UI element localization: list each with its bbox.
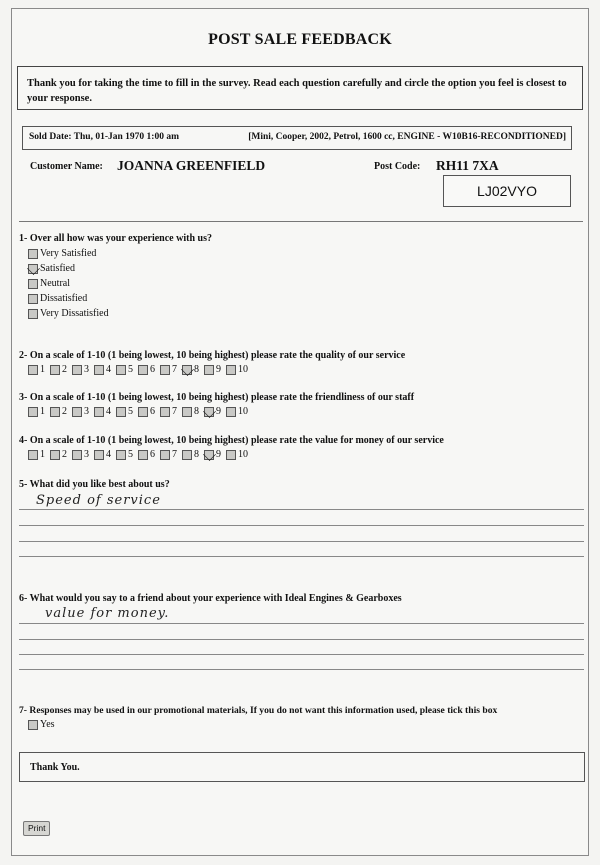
sold-date: Sold Date: Thu, 01-Jan 1970 1:00 am <box>29 132 179 142</box>
checkbox[interactable] <box>138 450 148 460</box>
registration-box <box>443 175 571 207</box>
checkbox[interactable] <box>28 407 38 417</box>
question-1: 1- Over all how was your experience with us? <box>19 233 212 244</box>
answer-line <box>19 654 584 655</box>
question-3: 3- On a scale of 1-10 (1 being lowest, 10 being highest) please rate the friendliness of our staff <box>19 392 415 403</box>
checkbox-checked[interactable] <box>28 264 38 274</box>
checkbox-checked[interactable] <box>182 365 192 375</box>
checkbox[interactable] <box>50 407 60 417</box>
sale-details <box>22 126 572 150</box>
checkbox[interactable] <box>226 450 236 460</box>
q2-scale-option-2[interactable]: 2 <box>50 364 67 375</box>
q2-scale-option-9[interactable]: 9 <box>204 364 221 375</box>
q4-scale-option-5[interactable]: 5 <box>116 449 133 460</box>
q2-scale-option-3[interactable]: 3 <box>72 364 89 375</box>
checkbox[interactable] <box>116 365 126 375</box>
checkbox[interactable] <box>138 365 148 375</box>
answer-line <box>19 556 584 557</box>
checkbox[interactable] <box>160 365 170 375</box>
customer-name-label: Customer Name: <box>30 161 103 172</box>
checkbox[interactable] <box>204 365 214 375</box>
q4-scale-option-10[interactable]: 10 <box>226 449 248 460</box>
checkbox[interactable] <box>72 365 82 375</box>
question-5: 5- What did you like best about us? <box>19 479 170 490</box>
checkbox[interactable] <box>182 450 192 460</box>
q2-scale-option-5[interactable]: 5 <box>116 364 133 375</box>
checkbox[interactable] <box>160 407 170 417</box>
checkbox[interactable] <box>50 450 60 460</box>
checkbox-checked[interactable] <box>204 450 214 460</box>
answer-line <box>19 623 584 624</box>
checkbox[interactable] <box>28 294 38 304</box>
checkbox[interactable] <box>50 365 60 375</box>
q4-scale-option-1[interactable]: 1 <box>28 449 45 460</box>
q7-option-yes[interactable]: Yes <box>28 719 55 730</box>
checkbox-checked[interactable] <box>204 407 214 417</box>
q2-scale-option-8[interactable]: 8 <box>182 364 199 375</box>
q1-option-neutral[interactable]: Neutral <box>28 278 70 289</box>
checkbox[interactable] <box>94 407 104 417</box>
checkbox[interactable] <box>94 450 104 460</box>
q4-scale-option-6[interactable]: 6 <box>138 449 155 460</box>
question-4: 4- On a scale of 1-10 (1 being lowest, 10 being highest) please rate the value for money of our service <box>19 435 444 446</box>
question-2: 2- On a scale of 1-10 (1 being lowest, 10 being highest) please rate the quality of our service <box>19 350 406 361</box>
checkbox[interactable] <box>182 407 192 417</box>
q4-scale-option-9[interactable]: 9 <box>204 449 221 460</box>
q3-scale-option-6[interactable]: 6 <box>138 406 155 417</box>
checkbox[interactable] <box>226 365 236 375</box>
checkbox[interactable] <box>28 450 38 460</box>
answer-line <box>19 639 584 640</box>
checkbox[interactable] <box>116 407 126 417</box>
thanks-text: Thank You. <box>30 762 80 773</box>
intro-box <box>17 66 583 110</box>
postcode: RH11 7XA <box>436 158 499 173</box>
registration: LJ02VYO <box>477 183 537 199</box>
q1-option-satisfied[interactable]: Satisfied <box>28 263 75 274</box>
q2-scale-option-4[interactable]: 4 <box>94 364 111 375</box>
question-7: 7- Responses may be used in our promotional materials, If you do not want this information used, please tick this box <box>19 705 498 716</box>
q3-scale-option-7[interactable]: 7 <box>160 406 177 417</box>
q2-scale <box>28 364 253 375</box>
checkbox[interactable] <box>72 407 82 417</box>
print-button[interactable]: Print <box>23 821 50 836</box>
checkbox[interactable] <box>28 279 38 289</box>
q3-scale-option-4[interactable]: 4 <box>94 406 111 417</box>
question-6: 6- What would you say to a friend about your experience with Ideal Engines & Gearboxes <box>19 593 402 604</box>
q4-scale-option-2[interactable]: 2 <box>50 449 67 460</box>
checkbox[interactable] <box>72 450 82 460</box>
q1-option-dissatisfied[interactable]: Dissatisfied <box>28 293 87 304</box>
customer-name: JOANNA GREENFIELD <box>117 158 266 173</box>
checkbox[interactable] <box>28 309 38 319</box>
q2-scale-option-6[interactable]: 6 <box>138 364 155 375</box>
q4-scale-option-3[interactable]: 3 <box>72 449 89 460</box>
q2-scale-option-10[interactable]: 10 <box>226 364 248 375</box>
q5-handwritten-answer: Speed of service <box>36 493 161 508</box>
q3-scale-option-5[interactable]: 5 <box>116 406 133 417</box>
q1-option-very-satisfied[interactable]: Very Satisfied <box>28 248 96 259</box>
checkbox[interactable] <box>160 450 170 460</box>
divider <box>19 221 583 222</box>
form-title: POST SALE FEEDBACK <box>208 31 392 48</box>
feedback-form <box>11 8 589 856</box>
checkbox[interactable] <box>28 720 38 730</box>
q3-scale-option-2[interactable]: 2 <box>50 406 67 417</box>
q3-scale-option-10[interactable]: 10 <box>226 406 248 417</box>
intro-text: Thank you for taking the time to fill in the survey. Read each question carefully and circle the option you feel is closest to your response. <box>27 78 567 104</box>
q3-scale-option-8[interactable]: 8 <box>182 406 199 417</box>
thanks-box <box>19 752 585 782</box>
q3-scale <box>28 406 253 417</box>
q4-scale <box>28 449 253 460</box>
q3-scale-option-1[interactable]: 1 <box>28 406 45 417</box>
checkbox[interactable] <box>226 407 236 417</box>
q3-scale-option-9[interactable]: 9 <box>204 406 221 417</box>
q4-scale-option-7[interactable]: 7 <box>160 449 177 460</box>
q4-scale-option-4[interactable]: 4 <box>94 449 111 460</box>
checkbox[interactable] <box>138 407 148 417</box>
checkbox[interactable] <box>94 365 104 375</box>
q3-scale-option-3[interactable]: 3 <box>72 406 89 417</box>
q2-scale-option-7[interactable]: 7 <box>160 364 177 375</box>
checkbox[interactable] <box>28 249 38 259</box>
checkbox[interactable] <box>116 450 126 460</box>
answer-line <box>19 509 584 510</box>
answer-line <box>19 669 584 670</box>
answer-line <box>19 525 584 526</box>
postcode-label: Post Code: <box>374 161 421 172</box>
q2-scale-option-1[interactable]: 1 <box>28 364 45 375</box>
checkbox[interactable] <box>28 365 38 375</box>
q4-scale-option-8[interactable]: 8 <box>182 449 199 460</box>
answer-line <box>19 541 584 542</box>
q6-handwritten-answer: value for money. <box>45 606 170 621</box>
q1-option-very-dissatisfied[interactable]: Very Dissatisfied <box>28 308 109 319</box>
vehicle-details: [Mini, Cooper, 2002, Petrol, 1600 cc, ENGINE - W10B16-RECONDITIONED] <box>248 132 566 142</box>
